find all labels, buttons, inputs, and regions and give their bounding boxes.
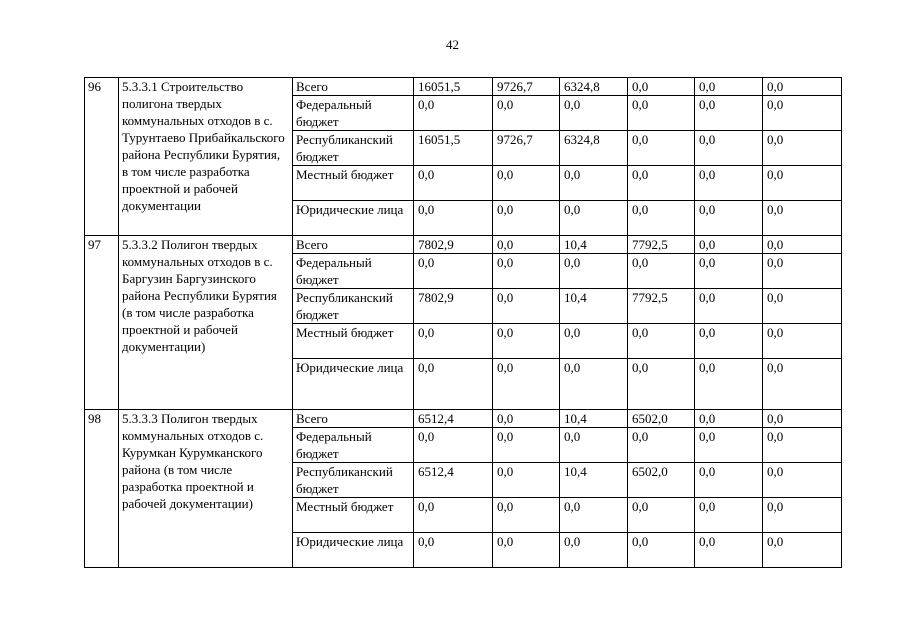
amount-cell: 6324,8 xyxy=(560,131,628,166)
amount-cell: 0,0 xyxy=(628,78,695,96)
amount-cell: 0,0 xyxy=(763,96,842,131)
amount-cell: 10,4 xyxy=(560,463,628,498)
amount-cell: 0,0 xyxy=(628,359,695,410)
amount-cell: 0,0 xyxy=(628,96,695,131)
measure-name-cell: 5.3.3.3 Полигон твердых коммунальных отходов с. Курумкан Курумканского района (в том числе разработка проектной и рабочей документации) xyxy=(119,410,293,568)
amount-cell: 0,0 xyxy=(763,324,842,359)
amount-cell: 0,0 xyxy=(628,201,695,236)
amount-cell: 0,0 xyxy=(763,236,842,254)
amount-cell: 0,0 xyxy=(560,428,628,463)
amount-cell: 7802,9 xyxy=(414,236,493,254)
amount-cell: 0,0 xyxy=(695,324,763,359)
amount-cell: 0,0 xyxy=(493,324,560,359)
amount-cell: 16051,5 xyxy=(414,131,493,166)
amount-cell: 0,0 xyxy=(560,96,628,131)
amount-cell: 0,0 xyxy=(763,533,842,568)
amount-cell: 0,0 xyxy=(414,96,493,131)
amount-cell: 0,0 xyxy=(628,131,695,166)
amount-cell: 6512,4 xyxy=(414,410,493,428)
amount-cell: 0,0 xyxy=(763,78,842,96)
amount-cell: 10,4 xyxy=(560,236,628,254)
amount-cell: 0,0 xyxy=(628,498,695,533)
row-number-cell: 96 xyxy=(85,78,119,236)
amount-cell: 0,0 xyxy=(695,96,763,131)
amount-cell: 0,0 xyxy=(695,410,763,428)
row-number-cell: 97 xyxy=(85,236,119,410)
amount-cell: 0,0 xyxy=(628,533,695,568)
amount-cell: 9726,7 xyxy=(493,78,560,96)
amount-cell: 0,0 xyxy=(695,289,763,324)
funding-source-cell: Федеральный бюджет xyxy=(293,96,414,131)
amount-cell: 0,0 xyxy=(763,131,842,166)
amount-cell: 0,0 xyxy=(695,428,763,463)
amount-cell: 0,0 xyxy=(414,428,493,463)
amount-cell: 0,0 xyxy=(695,463,763,498)
funding-source-cell: Всего xyxy=(293,236,414,254)
funding-source-cell: Местный бюджет xyxy=(293,324,414,359)
amount-cell: 0,0 xyxy=(560,201,628,236)
funding-source-cell: Федеральный бюджет xyxy=(293,254,414,289)
amount-cell: 7802,9 xyxy=(414,289,493,324)
amount-cell: 0,0 xyxy=(493,254,560,289)
amount-cell: 7792,5 xyxy=(628,289,695,324)
amount-cell: 0,0 xyxy=(628,254,695,289)
amount-cell: 0,0 xyxy=(763,289,842,324)
amount-cell: 6502,0 xyxy=(628,463,695,498)
amount-cell: 0,0 xyxy=(414,533,493,568)
amount-cell: 0,0 xyxy=(414,359,493,410)
funding-source-cell: Всего xyxy=(293,78,414,96)
amount-cell: 0,0 xyxy=(763,410,842,428)
amount-cell: 6512,4 xyxy=(414,463,493,498)
amount-cell: 0,0 xyxy=(493,289,560,324)
amount-cell: 0,0 xyxy=(763,166,842,201)
funding-source-cell: Местный бюджет xyxy=(293,166,414,201)
amount-cell: 0,0 xyxy=(628,428,695,463)
amount-cell: 0,0 xyxy=(414,324,493,359)
amount-cell: 0,0 xyxy=(695,131,763,166)
amount-cell: 0,0 xyxy=(763,463,842,498)
funding-source-cell: Республиканский бюджет xyxy=(293,289,414,324)
amount-cell: 6502,0 xyxy=(628,410,695,428)
funding-source-cell: Юридические лица xyxy=(293,359,414,410)
table-row xyxy=(85,78,842,96)
budget-table xyxy=(84,77,842,568)
table-row xyxy=(85,236,842,254)
amount-cell: 16051,5 xyxy=(414,78,493,96)
page-number: 42 xyxy=(446,37,459,52)
funding-source-cell: Республиканский бюджет xyxy=(293,131,414,166)
amount-cell: 0,0 xyxy=(414,201,493,236)
amount-cell: 0,0 xyxy=(763,498,842,533)
amount-cell: 0,0 xyxy=(560,166,628,201)
funding-source-cell: Местный бюджет xyxy=(293,498,414,533)
amount-cell: 0,0 xyxy=(493,410,560,428)
amount-cell: 0,0 xyxy=(493,96,560,131)
amount-cell: 0,0 xyxy=(493,359,560,410)
amount-cell: 0,0 xyxy=(493,166,560,201)
amount-cell: 6324,8 xyxy=(560,78,628,96)
amount-cell: 0,0 xyxy=(695,254,763,289)
amount-cell: 0,0 xyxy=(493,463,560,498)
amount-cell: 0,0 xyxy=(763,201,842,236)
amount-cell: 0,0 xyxy=(695,498,763,533)
measure-name-cell: 5.3.3.1 Строительство полигона твердых коммунальных отходов в с. Турунтаево Прибайкальского района Республики Бурятия, в том числе разработка проектной и рабочей документации xyxy=(119,78,293,236)
funding-source-cell: Юридические лица xyxy=(293,201,414,236)
amount-cell: 0,0 xyxy=(493,236,560,254)
amount-cell: 0,0 xyxy=(560,498,628,533)
amount-cell: 0,0 xyxy=(493,533,560,568)
amount-cell: 0,0 xyxy=(560,324,628,359)
amount-cell: 0,0 xyxy=(628,166,695,201)
amount-cell: 0,0 xyxy=(763,428,842,463)
amount-cell: 0,0 xyxy=(414,498,493,533)
row-number-cell: 98 xyxy=(85,410,119,568)
amount-cell: 9726,7 xyxy=(493,131,560,166)
funding-source-cell: Республиканский бюджет xyxy=(293,463,414,498)
amount-cell: 0,0 xyxy=(695,166,763,201)
measure-name-cell: 5.3.3.2 Полигон твердых коммунальных отходов в с. Баргузин Баргузинского района Республики Бурятия (в том числе разработка проектной и рабочей документации) xyxy=(119,236,293,410)
amount-cell: 0,0 xyxy=(560,533,628,568)
amount-cell: 0,0 xyxy=(628,324,695,359)
amount-cell: 0,0 xyxy=(414,166,493,201)
table-row xyxy=(85,410,842,428)
amount-cell: 0,0 xyxy=(695,236,763,254)
amount-cell: 0,0 xyxy=(763,254,842,289)
funding-source-cell: Федеральный бюджет xyxy=(293,428,414,463)
amount-cell: 0,0 xyxy=(560,359,628,410)
funding-source-cell: Юридические лица xyxy=(293,533,414,568)
amount-cell: 0,0 xyxy=(763,359,842,410)
amount-cell: 7792,5 xyxy=(628,236,695,254)
amount-cell: 0,0 xyxy=(695,78,763,96)
funding-source-cell: Всего xyxy=(293,410,414,428)
amount-cell: 0,0 xyxy=(493,428,560,463)
amount-cell: 0,0 xyxy=(414,254,493,289)
amount-cell: 0,0 xyxy=(560,254,628,289)
amount-cell: 0,0 xyxy=(493,201,560,236)
amount-cell: 0,0 xyxy=(695,201,763,236)
amount-cell: 0,0 xyxy=(695,533,763,568)
amount-cell: 0,0 xyxy=(695,359,763,410)
amount-cell: 0,0 xyxy=(493,498,560,533)
amount-cell: 10,4 xyxy=(560,289,628,324)
amount-cell: 10,4 xyxy=(560,410,628,428)
